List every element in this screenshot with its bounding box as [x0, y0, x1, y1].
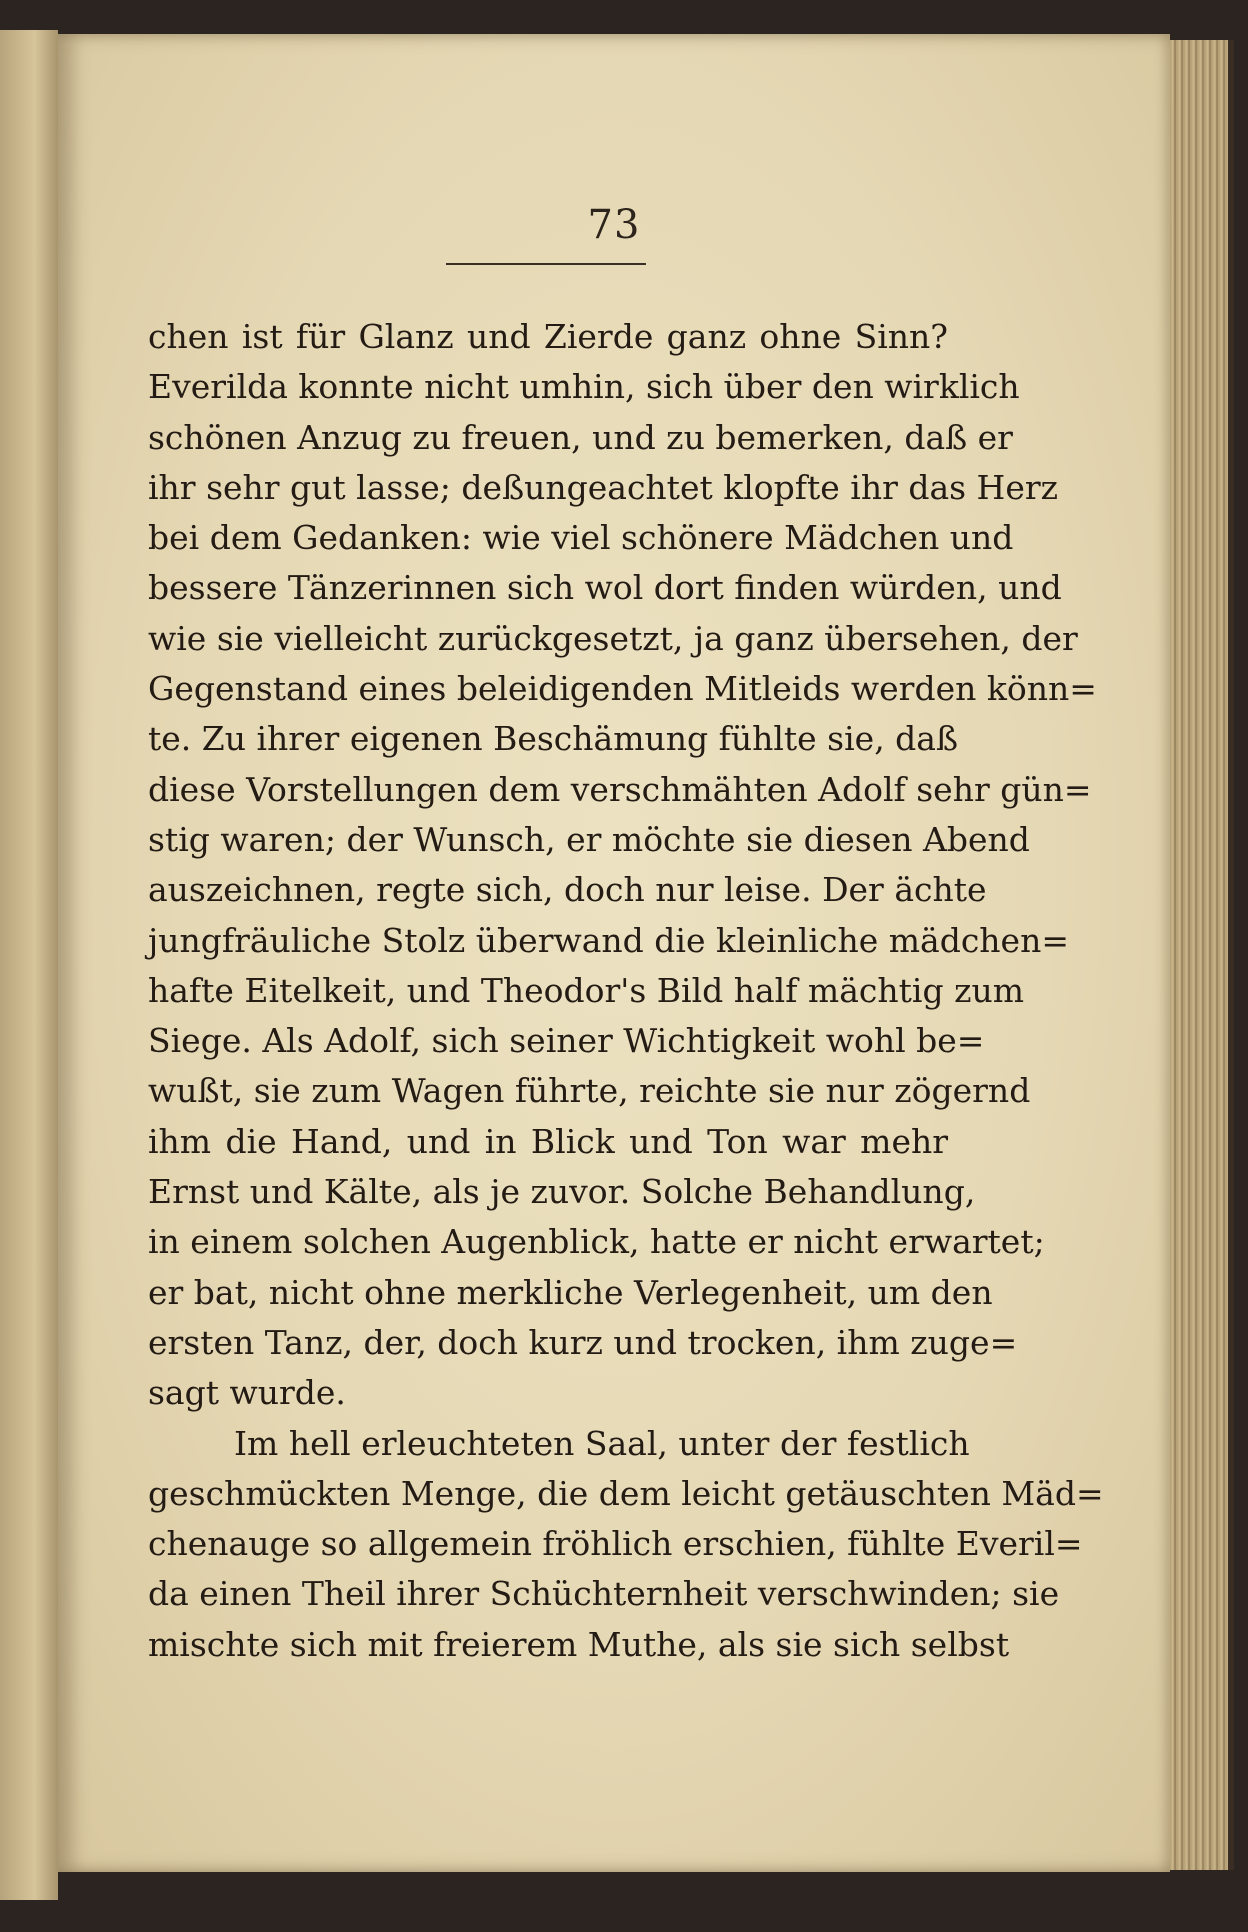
facing-page-edge	[0, 30, 58, 1900]
text-line: hafte Eitelkeit, und Theodor's Bild half mächtig zum	[148, 970, 1024, 1010]
header-rule	[446, 263, 646, 265]
text-line: jungfräuliche Stolz überwand die kleinliche mädchen=	[148, 920, 1069, 960]
text-line: Ernst und Kälte, als je zuvor. Solche Behandlung,	[148, 1172, 976, 1212]
page-number: 73	[587, 202, 641, 248]
text-line: ihr sehr gut lasse; deßungeachtet klopfte ihr das Herz	[148, 467, 1059, 507]
text-line: bei dem Gedanken: wie viel schönere Mädchen und	[148, 518, 1014, 558]
text-line: sagt wurde.	[148, 1373, 346, 1413]
text-line: ihm die Hand, und in Blick und Ton war mehr	[148, 1121, 948, 1161]
book-page	[58, 34, 1170, 1872]
body-text	[148, 312, 1104, 1670]
text-line: te. Zu ihrer eigenen Beschämung fühlte sie, daß	[148, 719, 959, 759]
text-line: in einem solchen Augenblick, hatte er nicht erwartet;	[148, 1222, 1045, 1262]
text-line: ersten Tanz, der, doch kurz und trocken, ihm zuge=	[148, 1322, 1018, 1362]
text-line: Siege. Als Adolf, sich seiner Wichtigkeit wohl be=	[148, 1021, 985, 1061]
text-line: mischte sich mit freierem Muthe, als sie sich selbst	[148, 1624, 1010, 1664]
text-line: er bat, nicht ohne merkliche Verlegenheit, um den	[148, 1272, 993, 1312]
text-line: wie sie vielleicht zurückgesetzt, ja ganz übersehen, der	[148, 618, 1078, 658]
text-line: chen ist für Glanz und Zierde ganz ohne Sinn?	[148, 317, 948, 356]
text-line: Everilda konnte nicht umhin, sich über den wirklich	[148, 367, 1020, 407]
text-line: wußt, sie zum Wagen führte, reichte sie nur zögernd	[148, 1071, 1031, 1111]
text-line: diese Vorstellungen dem verschmähten Adolf sehr gün=	[148, 769, 1092, 809]
page-block-edges	[1170, 40, 1234, 1870]
text-line: da einen Theil ihrer Schüchternheit verschwinden; sie	[148, 1574, 1060, 1614]
text-line: auszeichnen, regte sich, doch nur leise. Der ächte	[148, 870, 987, 910]
text-line: chenauge so allgemein fröhlich erschien, fühlte Everil=	[148, 1524, 1083, 1564]
text-line: stig waren; der Wunsch, er möchte sie diesen Abend	[148, 819, 1030, 859]
text-line: schönen Anzug zu freuen, und zu bemerken, daß er	[148, 417, 1013, 457]
text-line: geschmückten Menge, die dem leicht getäuschten Mäd=	[148, 1473, 1104, 1513]
text-line: Gegenstand eines beleidigenden Mitleids werden könn=	[148, 669, 1097, 709]
text-line: Im hell erleuchteten Saal, unter der festlich	[234, 1423, 970, 1463]
text-line: bessere Tänzerinnen sich wol dort finden würden, und	[148, 568, 1062, 608]
